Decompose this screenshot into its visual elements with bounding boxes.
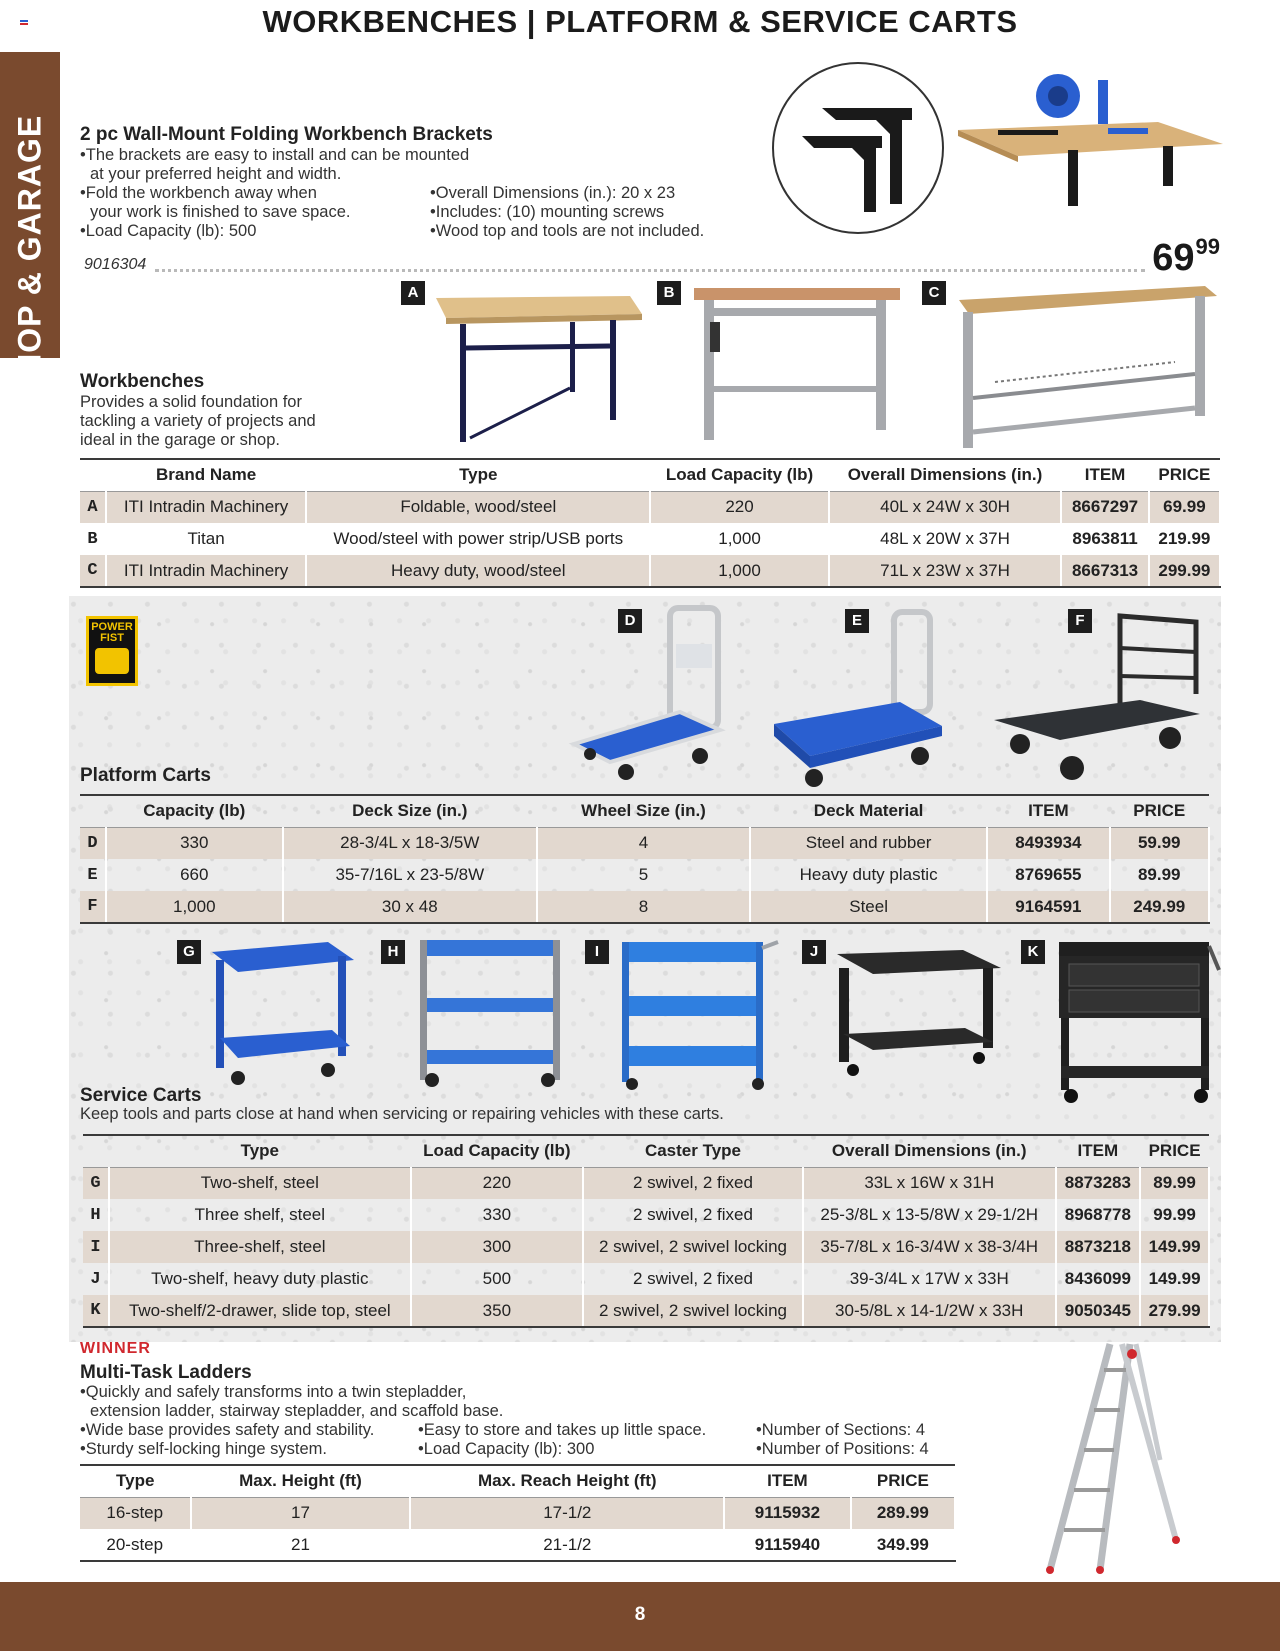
badge-h: H — [381, 940, 405, 964]
workbenches-title: Workbenches — [80, 371, 205, 392]
table-row — [80, 523, 1220, 555]
price-dollars: 69 — [1152, 237, 1195, 279]
caster-cell: 2 swivel, 2 fixed — [583, 1167, 803, 1199]
deck-cell: 28-3/4L x 18-3/5W — [283, 827, 538, 859]
badge-e: E — [845, 609, 869, 633]
service-carts-description: Keep tools and parts close at hand when servicing or repairing vehicles with these carts. — [80, 1105, 724, 1123]
column-header: Type — [306, 459, 650, 491]
material-cell: Steel — [750, 891, 987, 923]
column-header: ITEM — [1056, 1135, 1141, 1167]
dims-cell: 48L x 20W x 37H — [829, 523, 1062, 555]
deck-cell: 30 x 48 — [283, 891, 538, 923]
row-letter: J — [83, 1263, 109, 1295]
workbench-with-tools-icon — [958, 70, 1223, 210]
column-header: Load Capacity (lb) — [650, 459, 828, 491]
reach-cell: 21-1/2 — [410, 1529, 724, 1561]
bullet: •Easy to store and takes up little space. — [418, 1421, 707, 1439]
column-header: Max. Reach Height (ft) — [410, 1465, 724, 1497]
item-cell: 8873218 — [1056, 1231, 1141, 1263]
load-cell: 330 — [411, 1199, 583, 1231]
column-header: Brand Name — [106, 459, 306, 491]
ladders-title: Multi-Task Ladders — [80, 1362, 252, 1383]
reach-cell: 17-1/2 — [410, 1497, 724, 1529]
bullet: •Sturdy self-locking hinge system. — [80, 1440, 327, 1458]
footer-bar — [0, 1582, 1280, 1651]
table-row — [83, 1167, 1209, 1199]
badge-c: C — [922, 281, 946, 305]
three-shelf-blue-cart-icon — [618, 938, 780, 1090]
winner-logo: WINNER — [80, 1340, 151, 1357]
bullet: your work is finished to save space. — [90, 203, 351, 221]
drawer-cart-icon — [1055, 938, 1220, 1108]
table-row — [83, 1199, 1209, 1231]
ladders-bullets-b — [418, 1421, 706, 1459]
item-cell: 8436099 — [1056, 1263, 1141, 1295]
description-line: Provides a solid foundation for — [80, 393, 302, 411]
column-header — [80, 795, 106, 827]
price-cell: 89.99 — [1140, 1167, 1209, 1199]
column-header: Capacity (lb) — [106, 795, 283, 827]
table-row — [80, 1529, 955, 1561]
row-letter: G — [83, 1167, 109, 1199]
wheel-cell: 5 — [537, 859, 750, 891]
bullet: •Fold the workbench away when — [80, 184, 317, 202]
folding-platform-cart-icon — [570, 604, 730, 780]
row-letter: I — [83, 1231, 109, 1263]
table-row — [80, 891, 1209, 923]
load-cell: 300 — [411, 1231, 583, 1263]
three-shelf-cart-icon — [414, 938, 564, 1088]
item-cell: 8769655 — [987, 859, 1109, 891]
table-row — [80, 1497, 955, 1529]
wheel-cell: 8 — [537, 891, 750, 923]
load-cell: 500 — [411, 1263, 583, 1295]
type-cell: Three-shelf, steel — [109, 1231, 411, 1263]
plastic-cart-icon — [833, 946, 1005, 1082]
item-cell: 9115940 — [724, 1529, 851, 1561]
item-cell: 9164591 — [987, 891, 1109, 923]
brackets-title: 2 pc Wall-Mount Folding Workbench Brackets — [80, 124, 493, 145]
type-cell: 20-step — [80, 1529, 191, 1561]
price-cents: 99 — [1195, 234, 1220, 259]
column-header: Caster Type — [583, 1135, 803, 1167]
bullet: •Number of Sections: 4 — [756, 1421, 926, 1439]
bracket-closeup-image — [772, 62, 944, 234]
item-cell: 8493934 — [987, 827, 1109, 859]
load-cell: 220 — [650, 491, 828, 523]
table-row — [83, 1295, 1209, 1327]
price-cell: 279.99 — [1140, 1295, 1209, 1327]
bullet: •Wood top and tools are not included. — [430, 222, 705, 240]
load-cell: 220 — [411, 1167, 583, 1199]
row-letter: F — [80, 891, 106, 923]
brackets-bullets-left — [80, 146, 469, 241]
badge-a: A — [401, 281, 425, 305]
wheel-cell: 4 — [537, 827, 750, 859]
price-cell: 299.99 — [1149, 555, 1220, 587]
material-cell: Steel and rubber — [750, 827, 987, 859]
row-letter: C — [80, 555, 106, 587]
column-header — [80, 459, 106, 491]
ladders-bullets-c — [756, 1421, 929, 1459]
ladders-table — [80, 1464, 956, 1562]
table-row — [80, 859, 1209, 891]
heavy-duty-workbench-icon — [955, 282, 1217, 452]
dotted-leader — [155, 269, 1145, 272]
badge-d: D — [618, 609, 642, 633]
item-cell: 9050345 — [1056, 1295, 1141, 1327]
brand-cell: Titan — [106, 523, 306, 555]
badge-g: G — [177, 940, 201, 964]
item-cell: 8968778 — [1056, 1199, 1141, 1231]
badge-b: B — [657, 281, 681, 305]
brand-cell: ITI Intradin Machinery — [106, 555, 306, 587]
item-cell: 8667313 — [1061, 555, 1148, 587]
price-cell: 149.99 — [1140, 1263, 1209, 1295]
item-cell: 9115932 — [724, 1497, 851, 1529]
column-header: Deck Size (in.) — [283, 795, 538, 827]
bullet: •Quickly and safely transforms into a twin stepladder, — [80, 1383, 467, 1401]
bullet: •Overall Dimensions (in.): 20 x 23 — [430, 184, 676, 202]
page-number: 8 — [634, 1604, 646, 1625]
caster-cell: 2 swivel, 2 fixed — [583, 1263, 803, 1295]
column-header: PRICE — [1140, 1135, 1209, 1167]
workbenches-description — [80, 393, 316, 450]
brackets-price — [1152, 234, 1220, 280]
price-cell: 289.99 — [851, 1497, 955, 1529]
column-header: ITEM — [724, 1465, 851, 1497]
load-cell: 350 — [411, 1295, 583, 1327]
column-header: Overall Dimensions (in.) — [803, 1135, 1056, 1167]
description-line: ideal in the garage or shop. — [80, 431, 280, 449]
table-row — [80, 555, 1220, 587]
row-letter: H — [83, 1199, 109, 1231]
column-header: Deck Material — [750, 795, 987, 827]
steel-workbench-icon — [690, 282, 905, 454]
badge-f: F — [1068, 609, 1092, 633]
column-header: Wheel Size (in.) — [537, 795, 750, 827]
plastic-platform-cart-icon — [770, 606, 950, 790]
column-header: ITEM — [987, 795, 1109, 827]
row-letter: A — [80, 491, 106, 523]
height-cell: 21 — [191, 1529, 411, 1561]
column-header: Max. Height (ft) — [191, 1465, 411, 1497]
capacity-cell: 660 — [106, 859, 283, 891]
row-letter: D — [80, 827, 106, 859]
item-cell: 8873283 — [1056, 1167, 1141, 1199]
bullet: •Wide base provides safety and stability. — [80, 1421, 375, 1439]
type-cell: 16-step — [80, 1497, 191, 1529]
dims-cell: 71L x 23W x 37H — [829, 555, 1062, 587]
side-tab — [0, 52, 60, 400]
side-tab-label: SHOP & GARAGE — [11, 114, 48, 400]
bullet: •Load Capacity (lb): 500 — [80, 222, 257, 240]
description-line: tackling a variety of projects and — [80, 412, 316, 430]
two-shelf-cart-icon — [208, 938, 358, 1088]
caster-cell: 2 swivel, 2 swivel locking — [583, 1231, 803, 1263]
price-cell: 149.99 — [1140, 1231, 1209, 1263]
type-cell: Two-shelf, heavy duty plastic — [109, 1263, 411, 1295]
folding-workbench-icon — [430, 288, 645, 448]
type-cell: Two-shelf/2-drawer, slide top, steel — [109, 1295, 411, 1327]
column-header: Type — [109, 1135, 411, 1167]
column-header: Load Capacity (lb) — [411, 1135, 583, 1167]
badge-k: K — [1021, 940, 1045, 964]
caster-cell: 2 swivel, 2 swivel locking — [583, 1295, 803, 1327]
type-cell: Three shelf, steel — [109, 1199, 411, 1231]
dims-cell: 30-5/8L x 14-1/2W x 33H — [803, 1295, 1056, 1327]
workbenches-table — [80, 458, 1221, 588]
load-cell: 1,000 — [650, 555, 828, 587]
type-cell: Wood/steel with power strip/USB ports — [306, 523, 650, 555]
table-header-row — [83, 1135, 1209, 1167]
capacity-cell: 1,000 — [106, 891, 283, 923]
capacity-cell: 330 — [106, 827, 283, 859]
bracket-icon — [792, 94, 932, 214]
price-cell: 249.99 — [1110, 891, 1210, 923]
brackets-sku: 9016304 — [84, 256, 147, 273]
deck-cell: 35-7/16L x 23-5/8W — [283, 859, 538, 891]
column-header: PRICE — [851, 1465, 955, 1497]
table-header-row — [80, 459, 1220, 491]
logo-line: FIST — [100, 632, 124, 644]
table-row — [80, 827, 1209, 859]
price-cell: 89.99 — [1110, 859, 1210, 891]
dims-cell: 25-3/8L x 13-5/8W x 29-1/2H — [803, 1199, 1056, 1231]
table-row — [80, 491, 1220, 523]
badge-i: I — [585, 940, 609, 964]
page-title: WORKBENCHES | PLATFORM & SERVICE CARTS — [262, 4, 1018, 39]
row-letter: B — [80, 523, 106, 555]
height-cell: 17 — [191, 1497, 411, 1529]
material-cell: Heavy duty plastic — [750, 859, 987, 891]
load-cell: 1,000 — [650, 523, 828, 555]
table-row — [83, 1231, 1209, 1263]
item-cell: 8963811 — [1061, 523, 1148, 555]
bullet: •Load Capacity (lb): 300 — [418, 1440, 595, 1458]
caster-cell: 2 swivel, 2 fixed — [583, 1199, 803, 1231]
platform-carts-title: Platform Carts — [80, 765, 211, 786]
type-cell: Two-shelf, steel — [109, 1167, 411, 1199]
column-header: PRICE — [1110, 795, 1210, 827]
dims-cell: 40L x 24W x 30H — [829, 491, 1062, 523]
price-cell: 99.99 — [1140, 1199, 1209, 1231]
price-cell: 219.99 — [1149, 523, 1220, 555]
type-cell: Heavy duty, wood/steel — [306, 555, 650, 587]
row-letter: E — [80, 859, 106, 891]
column-header: ITEM — [1061, 459, 1148, 491]
table-row — [83, 1263, 1209, 1295]
brackets-bullets-right — [430, 184, 704, 241]
steel-platform-cart-icon — [990, 608, 1202, 788]
brand-cell: ITI Intradin Machinery — [106, 491, 306, 523]
bullet: extension ladder, stairway stepladder, and scaffold base. — [90, 1402, 504, 1420]
type-cell: Foldable, wood/steel — [306, 491, 650, 523]
column-header — [83, 1135, 109, 1167]
fist-icon — [95, 648, 129, 674]
bullet: at your preferred height and width. — [90, 165, 342, 183]
bullet: •Number of Positions: 4 — [756, 1440, 929, 1458]
column-header: Overall Dimensions (in.) — [829, 459, 1062, 491]
power-fist-logo — [86, 616, 138, 686]
badge-j: J — [802, 940, 826, 964]
logo-line: POWER — [91, 621, 133, 633]
bullet: •The brackets are easy to install and can be mounted — [80, 146, 470, 164]
service-carts-title: Service Carts — [80, 1085, 202, 1106]
dims-cell: 39-3/4L x 17W x 33H — [803, 1263, 1056, 1295]
price-cell: 349.99 — [851, 1529, 955, 1561]
bullet: •Includes: (10) mounting screws — [430, 203, 665, 221]
dims-cell: 35-7/8L x 16-3/4W x 38-3/4H — [803, 1231, 1056, 1263]
dims-cell: 33L x 16W x 31H — [803, 1167, 1056, 1199]
price-cell: 69.99 — [1149, 491, 1220, 523]
column-header: PRICE — [1149, 459, 1220, 491]
price-cell: 59.99 — [1110, 827, 1210, 859]
column-header: Type — [80, 1465, 191, 1497]
service-carts-table — [83, 1134, 1210, 1328]
item-cell: 8667297 — [1061, 491, 1148, 523]
row-letter: K — [83, 1295, 109, 1327]
platform-carts-table — [80, 794, 1210, 924]
table-header-row — [80, 795, 1209, 827]
multi-task-ladder-icon — [1040, 1340, 1180, 1580]
table-header-row — [80, 1465, 955, 1497]
